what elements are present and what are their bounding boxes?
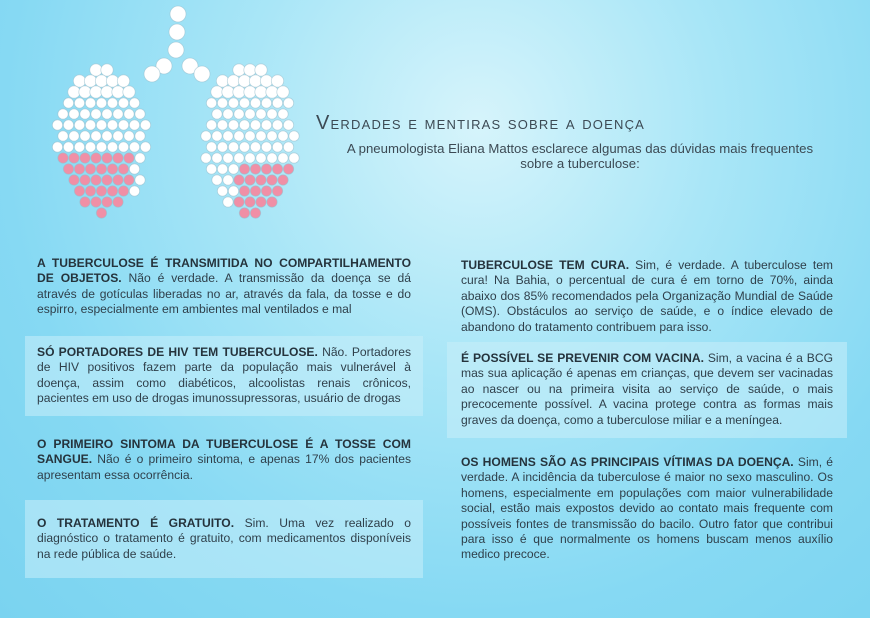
pill — [129, 142, 139, 152]
pill — [261, 142, 271, 152]
pill — [74, 98, 84, 108]
fact-card-transmission — [25, 250, 423, 324]
fact-card-hiv — [25, 336, 423, 416]
pill — [90, 86, 102, 98]
pill — [222, 86, 234, 98]
pill — [69, 153, 79, 163]
fact-heading: TUBERCULOSE TEM CURA. — [461, 258, 630, 272]
pill — [244, 64, 256, 76]
pill — [239, 98, 249, 108]
pill — [107, 98, 117, 108]
pill — [80, 109, 90, 119]
pill — [249, 75, 261, 87]
pill — [79, 86, 91, 98]
fact-heading: O PRIMEIRO SINTOMA DA TUBERCULOSE É A TOSSE COM SANGUE. — [37, 437, 411, 467]
pill — [261, 120, 271, 130]
pill — [106, 75, 118, 87]
pill — [206, 120, 216, 130]
pill — [63, 164, 73, 174]
pill — [63, 142, 73, 152]
pill — [239, 164, 249, 174]
pill — [117, 75, 129, 87]
pill — [85, 98, 95, 108]
pill — [223, 153, 233, 163]
pill — [135, 175, 145, 185]
pill — [217, 142, 227, 152]
fact-body: Não é o primeiro sintoma, e apenas 17% dos pacientes apresentam essa ocorrência. — [37, 452, 411, 482]
pill — [80, 175, 90, 185]
pill — [212, 175, 222, 185]
pill — [102, 197, 112, 207]
pill — [124, 131, 134, 141]
pill — [206, 142, 216, 152]
fact-heading: SÓ PORTADORES DE HIV TEM TUBERCULOSE. — [37, 345, 318, 359]
pill — [69, 131, 79, 141]
pill — [135, 153, 145, 163]
lungs-made-of-pills-icon — [40, 0, 320, 230]
pill — [80, 131, 90, 141]
pill — [201, 153, 211, 163]
fact-heading: A TUBERCULOSE É TRANSMITIDA NO COMPARTILHAMENTO DE OBJETOS. — [37, 256, 411, 286]
pill — [212, 109, 222, 119]
pill — [250, 164, 260, 174]
pill — [261, 98, 271, 108]
pill — [256, 197, 266, 207]
pill — [278, 131, 288, 141]
pill — [245, 153, 255, 163]
fact-body: Sim, a vacina é a BCG mas sua aplicação é apenas em crianças, que devem ser vacinadas ao nascer ou na primeira visita ao serviço de saúde, o mais precocemente possível. A vacina protege contra as formas mais graves da doença, como a tuberculose miliar e a meníngea. — [461, 351, 833, 427]
fact-body: Sim, é verdade. A tuberculose tem cura! Na Bahia, o percentual de cura é em torno de 70%, ainda abaixo dos 85% recomendados pela Organização Mundial de Saúde (OMS). Obstáculos ao serviço de saúde, e o índice elevado de abandono do tratamento contribuem para isso. — [461, 258, 833, 334]
pill — [113, 153, 123, 163]
pill — [278, 153, 288, 163]
pill — [239, 186, 249, 196]
pill — [74, 120, 84, 130]
pill — [256, 153, 266, 163]
pill — [245, 109, 255, 119]
pill — [239, 208, 249, 218]
pill — [228, 186, 238, 196]
pill — [250, 208, 260, 218]
pill — [216, 75, 228, 87]
pill — [58, 109, 68, 119]
pill — [129, 120, 139, 130]
fact-heading: O TRATAMENTO É GRATUITO. — [37, 516, 235, 530]
pill — [217, 120, 227, 130]
pill — [118, 120, 128, 130]
pill — [272, 98, 282, 108]
pill — [107, 120, 117, 130]
pill — [250, 186, 260, 196]
fact-card-free-treatment — [25, 500, 423, 578]
pill — [212, 153, 222, 163]
pill — [223, 197, 233, 207]
pill — [234, 197, 244, 207]
pill — [283, 120, 293, 130]
pill — [206, 98, 216, 108]
pill — [95, 75, 107, 87]
pill — [63, 98, 73, 108]
pill — [278, 109, 288, 119]
pill — [96, 186, 106, 196]
pill — [239, 120, 249, 130]
pill — [233, 64, 245, 76]
pill — [228, 164, 238, 174]
pill — [267, 109, 277, 119]
page-title: verdades e mentiras sobre a doença — [316, 104, 646, 135]
pill — [102, 175, 112, 185]
pill — [80, 153, 90, 163]
pill — [250, 142, 260, 152]
pill — [129, 186, 139, 196]
pill — [69, 175, 79, 185]
pill — [283, 98, 293, 108]
pill — [169, 24, 185, 40]
pill — [135, 109, 145, 119]
pill — [58, 153, 68, 163]
pill — [289, 131, 299, 141]
pill — [212, 131, 222, 141]
pill — [267, 175, 277, 185]
page-subtitle: A pneumologista Eliana Mattos esclarece algumas das dúvidas mais frequentes sobre a tuberculose: — [346, 141, 814, 171]
pill — [102, 109, 112, 119]
pill — [140, 120, 150, 130]
pill — [123, 86, 135, 98]
pill — [112, 86, 124, 98]
pill — [85, 186, 95, 196]
pill — [234, 109, 244, 119]
pill — [118, 142, 128, 152]
pill — [217, 186, 227, 196]
pill — [96, 164, 106, 174]
pill — [289, 153, 299, 163]
pill — [74, 142, 84, 152]
pill — [201, 131, 211, 141]
pill — [228, 120, 238, 130]
pill — [245, 131, 255, 141]
pill — [168, 42, 184, 58]
pill — [283, 142, 293, 152]
pill — [113, 197, 123, 207]
pill — [91, 153, 101, 163]
pill — [211, 86, 223, 98]
pill — [272, 186, 282, 196]
pill — [118, 164, 128, 174]
pill — [107, 164, 117, 174]
pill — [140, 142, 150, 152]
pill — [124, 175, 134, 185]
pill — [91, 197, 101, 207]
pill — [234, 153, 244, 163]
fact-card-vaccine — [447, 342, 847, 438]
pill — [223, 175, 233, 185]
pill — [194, 66, 210, 82]
pill — [266, 86, 278, 98]
pill — [223, 109, 233, 119]
pill — [107, 142, 117, 152]
pill — [101, 64, 113, 76]
pill — [91, 175, 101, 185]
pill — [206, 164, 216, 174]
pill — [227, 75, 239, 87]
pill — [129, 98, 139, 108]
pill — [250, 120, 260, 130]
pill — [91, 131, 101, 141]
pill — [261, 164, 271, 174]
fact-body: Sim. Uma vez realizado o diagnóstico o tratamento é gratuito, com medicamentos disponíveis na rede pública de saúde. — [37, 516, 411, 561]
fact-card-cure — [447, 251, 847, 333]
pill — [245, 175, 255, 185]
pill — [113, 131, 123, 141]
pill — [96, 98, 106, 108]
pill — [255, 64, 267, 76]
pill — [271, 75, 283, 87]
pill — [244, 86, 256, 98]
pill — [118, 98, 128, 108]
pill — [101, 86, 113, 98]
pill — [80, 197, 90, 207]
fact-heading: OS HOMENS SÃO AS PRINCIPAIS VÍTIMAS DA DOENÇA. — [461, 455, 794, 469]
pill — [85, 120, 95, 130]
pill — [239, 142, 249, 152]
pill — [91, 109, 101, 119]
pill — [84, 75, 96, 87]
pill — [283, 164, 293, 174]
pill — [245, 197, 255, 207]
pill — [234, 131, 244, 141]
pill — [74, 164, 84, 174]
pill — [233, 86, 245, 98]
pill — [217, 98, 227, 108]
pill — [278, 175, 288, 185]
pill — [102, 131, 112, 141]
pill — [267, 131, 277, 141]
pill — [69, 109, 79, 119]
pill — [267, 153, 277, 163]
pill — [238, 75, 250, 87]
pill — [85, 164, 95, 174]
pill — [260, 75, 272, 87]
fact-body: Não. Portadores de HIV positivos fazem parte da população mais vulnerável à doença, assim como diabéticos, alcoolistas renais crônicos, pacientes em uso de drogas imunossupressoras, usuário de drogas — [37, 345, 411, 406]
pill — [255, 86, 267, 98]
fact-body: Não é verdade. A transmissão da doença se dá através de gotículas liberadas no ar, através da fala, da tosse e do espirro, especialmente em ambientes mal ventilados e mal — [37, 271, 411, 317]
pill — [96, 208, 106, 218]
pill — [250, 98, 260, 108]
pill — [272, 142, 282, 152]
pill — [73, 75, 85, 87]
pill — [129, 164, 139, 174]
pill — [228, 98, 238, 108]
pill — [256, 131, 266, 141]
fact-card-first-symptom — [25, 428, 423, 490]
pill — [58, 131, 68, 141]
pill — [102, 153, 112, 163]
pill — [90, 64, 102, 76]
pill — [85, 142, 95, 152]
pill — [113, 175, 123, 185]
pill — [144, 66, 160, 82]
pill — [170, 6, 186, 22]
pill — [124, 109, 134, 119]
pill — [272, 164, 282, 174]
pill — [261, 186, 271, 196]
pill — [96, 120, 106, 130]
pill — [256, 109, 266, 119]
pill — [223, 131, 233, 141]
pill — [228, 142, 238, 152]
pill — [234, 175, 244, 185]
pill — [267, 197, 277, 207]
pill — [113, 109, 123, 119]
pill — [107, 186, 117, 196]
pill — [52, 142, 62, 152]
pill — [118, 186, 128, 196]
pill — [124, 153, 134, 163]
pill — [74, 186, 84, 196]
pill — [96, 142, 106, 152]
fact-body: Sim, é verdade. A incidência da tuberculose é maior no sexo masculino. Os homens, especialmente em populações com maior vulnerabilidade social, estão mais expostos devido ao contato mais frequente com possíveis fontes de transmissão do bacilo. Outro fator que contribui para isso é que normalmente os homens buscam menos auxílio medico precoce. — [461, 455, 833, 562]
fact-heading: É POSSÍVEL SE PREVENIR COM VACINA. — [461, 351, 704, 365]
pill — [272, 120, 282, 130]
pill — [256, 175, 266, 185]
pill — [135, 131, 145, 141]
fact-card-men — [447, 448, 847, 574]
pill — [63, 120, 73, 130]
pill — [217, 164, 227, 174]
pill — [277, 86, 289, 98]
pill — [68, 86, 80, 98]
pill — [52, 120, 62, 130]
